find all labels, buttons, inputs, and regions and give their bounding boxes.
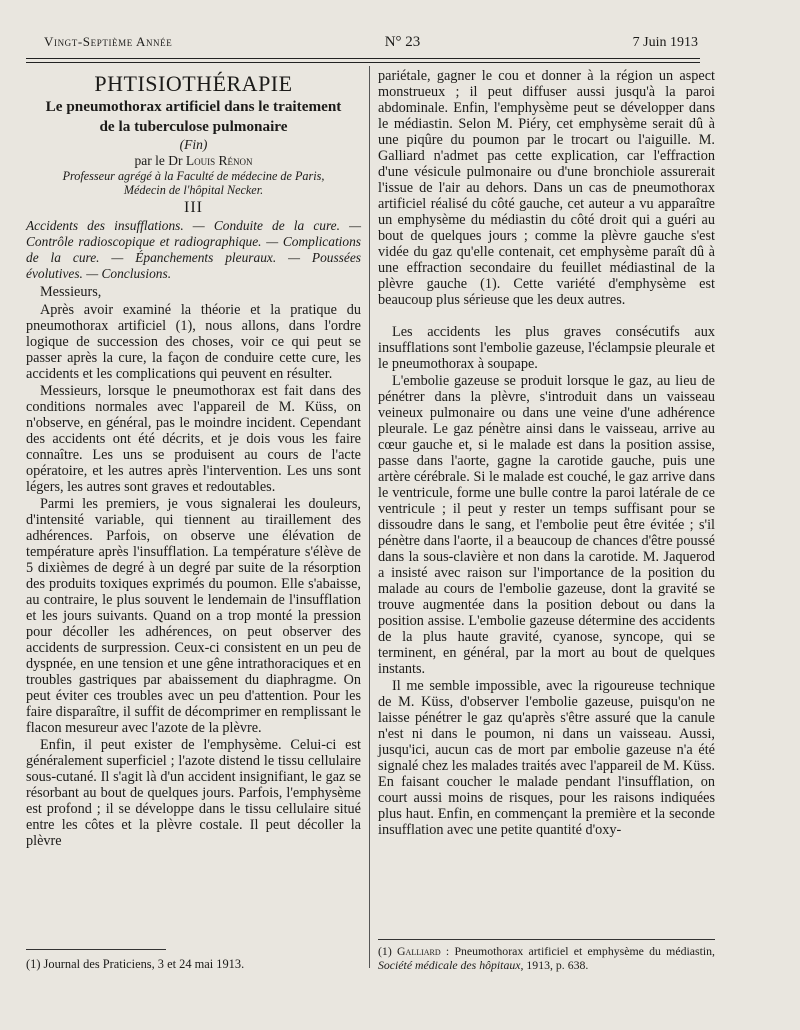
paragraph-right-1: pariétale, gagner le cou et donner à la région un aspect monstrueux ; il peut diffuser aussi jusqu'à la paroi abdominale. Enfin, l'emphysème peut se développer dans le médiastin. Selon M. Piéry, cet emphysème serait dû à une piqûre du poumon par le trocart ou l'aiguille. M. Galliard n'admet pas cette explication, car l'effraction d'une vésicule pulmonaire ou d'une bronchiole assurerait l'issue de l'air au dehors. Dans un cas de pneumothorax artificiel réalisé du côté gauche, cet auteur a vu apparaître un emphysème du médiastin du côté droit qui a guéri au bout de quelques jours ; comme la plèvre gauche s'est vidée du gaz qu'elle contenait, cet emphysème paraît dû à une effraction secondaire du feuillet médiastinal de la plèvre gauche (1). Cette variété d'emphysème est beaucoup plus sérieuse que les deux autres. [378,68,715,308]
fin-label: (Fin) [179,137,208,152]
footnote-author: (1) Galliard : [378,944,450,958]
footnote-rule-left [26,949,166,950]
header-rule [26,58,700,59]
salutation: Messieurs, [40,284,102,300]
volume-label: Vingt-Septième Année [44,34,173,49]
paragraph-left-1: Après avoir examiné la théorie et la pratique du pneumothorax artificiel (1), nous allons, dans l'ordre logique de succession des choses, voir ce qui peut se passer après la cure, la façon de conduire cette cure, les accidents et les complications qui peuvent en résulter. [26,302,361,382]
affiliation-line-1: Professeur agrégé à la Faculté de médecine de Paris, [62,169,325,183]
section-title: PHTISIOTHÉRAPIE [94,71,293,96]
article-title-line-1: Le pneumothorax artificiel dans le traitement [45,98,342,115]
footnote-left: (1) Journal des Praticiens, 3 et 24 mai 1913. [26,957,245,971]
footnote-right [378,944,715,972]
paragraph-right-2: Les accidents les plus graves consécutifs aux insufflations sont l'embolie gazeuse, l'éclampsie pleurale et le pneumothorax à soupape. [378,324,715,372]
right-column [378,68,715,838]
affiliation-line-2: Médecin de l'hôpital Necker. [123,183,264,197]
author-prefix: par le Dr [134,153,183,168]
paragraph-right-4: Il me semble impossible, avec la rigoureuse technique de M. Küss, d'observer l'embolie gazeuse, puisqu'on ne laisse pénétrer le gaz qu'après s'être assuré que la canule n'est ni dans le poumon, ni dans un vaisseau. Aussi, jusqu'ici, aucun cas de mort par embolie gazeuse n'a été signalé chez les malades traités avec l'appareil de M. Küss. En faisant coucher le malade pendant l'insufflation, on court aussi moins de risques, pour les raisons indiquées plus haut. Enfin, en commençant la première et la seconde insufflation avec une petite quantité d'oxy- [378,678,715,838]
author-name: Louis Rénon [185,153,253,168]
part-number: III [184,199,203,216]
column-divider [369,66,370,968]
article-summary: Accidents des insufflations. — Conduite de la cure. — Contrôle radioscopique et radiographique. — Complications de la cure. — Épanchements pleuraux. — Poussées évolutives. — Conclusions. [26,218,361,281]
issue-number: N° 23 [384,34,421,50]
footnote-journal: Société médicale des hôpitaux, [378,958,524,972]
author-line [26,153,361,169]
article-title-line-2: de la tuberculose pulmonaire [99,118,288,135]
header-rule-thin [26,62,700,63]
paragraph-left-2: Messieurs, lorsque le pneumothorax est fait dans des conditions normales avec l'appareil de M. Küss, on n'observe, en général, pas le moindre incident. Cependant des accidents ont été décrits, et je dois vous les faire connaître. Les uns se produisent au cours de l'acte opératoire, et les autres après l'intervention. Les uns sont légers, les autres sont graves et redoutables. [26,383,361,495]
footnote-rule-right [378,939,715,940]
footnote-citation: 1913, p. 638. [526,958,589,972]
left-column [26,68,361,849]
paragraph-right-3: L'embolie gazeuse se produit lorsque le gaz, au lieu de pénétrer dans la plèvre, s'introduit dans un vaisseau veineux pulmonaire ou dans une veine d'une adhérence pleurale. Le gaz pénètre ainsi dans le vaisseau, arrive au cœur gauche et, si le malade est dans la position assise, passe dans l'aorte, gagne la carotide gauche, puis une artère cérébrale. Si le malade est couché, le gaz arrive dans le ventricule, forme une bulle contre la paroi latérale de ce ventricule ; il peut y rester un temps suffisant pour se dissoudre dans le sang, et l'embolie peut être évitée ; s'il pénètre dans l'aorte, il a beaucoup de chances d'être poussé dans la sous-clavière et non dans la carotide. M. Jaquerod a insisté avec raison sur l'importance de la position du malade au cours de l'embolie gazeuse, dont la gravité se trouve augmentée dans la position debout ou dans la position assise. L'embolie gazeuse détermine des accidents de la plus haute gravité, cyanose, syncope, qui se terminent, en général, par la mort au bout de quelques instants. [378,373,715,677]
issue-date: 7 Juin 1913 [632,35,698,50]
running-head [44,34,698,54]
paragraph-left-4: Enfin, il peut exister de l'emphysème. Celui-ci est généralement superficiel ; l'azote distend le tissu cellulaire sous-cutané. Il s'agit là d'un accident insignifiant, le gaz se résorbant au bout de quelques jours. Parfois, l'emphysème est profond ; il se développe dans le tissu cellulaire situé entre les côtes et la plèvre costale. Il peut décoller la plèvre [26,737,361,849]
footnote-title: Pneumothorax artificiel et emphysème du médiastin, [454,944,715,958]
paragraph-left-3: Parmi les premiers, je vous signalerai les douleurs, d'intensité variable, qui tiennent au tiraillement des adhérences. Parfois, on observe une élévation de température après l'insufflation. La température s'élève de 5 dixièmes de degré à un degré par suite de la résorption des produits toxiques exprimés du poumon. Elle s'abaisse, au contraire, le plus souvent le lendemain de l'insufflation et les jours suivants. Quand on a trop monté la pression pour décoller les adhérences, on peut observer des accidents de surpression. Ceux-ci consistent en un peu de dyspnée, en une tension et une gêne intrathoraciques et en troubles gastriques par abaissement du diaphragme. On peut éviter ces troubles avec un peu d'attention. Pour les faire disparaître, il suffit de décomprimer en remplissant le flacon mesureur avec l'azote de la plèvre. [26,496,361,736]
